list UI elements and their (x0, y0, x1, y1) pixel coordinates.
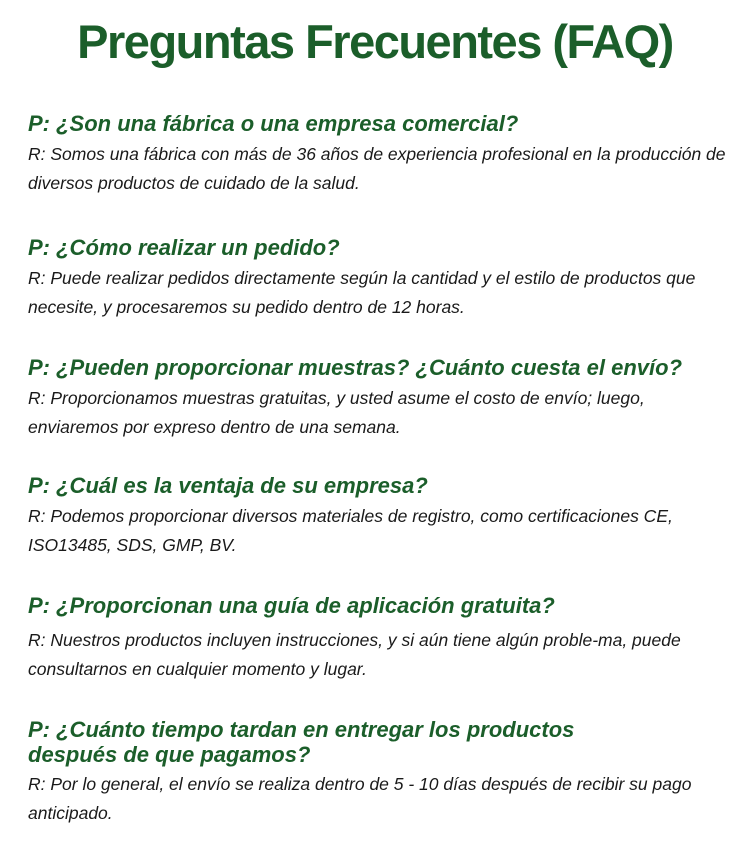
faq-question: P: ¿Pueden proporcionar muestras? ¿Cuánto cuesta el envío? (28, 355, 683, 380)
faq-answer: R: Por lo general, el envío se realiza dentro de 5 - 10 días después de recibir su pago anticipado. (28, 774, 692, 823)
faq-item-5 (28, 592, 748, 684)
faq-answer: R: Puede realizar pedidos directamente según la cantidad y el estilo de productos que necesite, y procesaremos su pedido dentro de 12 horas. (28, 268, 696, 317)
faq-answer: R: Somos una fábrica con más de 36 años de experiencia profesional en la producción de diversos productos de cuidado de la salud. (28, 144, 726, 193)
faq-answer: R: Nuestros productos incluyen instrucciones, y si aún tiene algún proble-ma, puede consultarnos en cualquier momento y lugar. (28, 630, 681, 679)
faq-question: P: ¿Cómo realizar un pedido? (28, 235, 340, 260)
faq-question: P: ¿Proporcionan una guía de aplicación gratuita? (28, 593, 555, 618)
faq-item-6 (28, 717, 748, 828)
faq-question: P: ¿Cuál es la ventaja de su empresa? (28, 473, 428, 498)
faq-item-3 (28, 354, 748, 442)
faq-question: P: ¿Cuánto tiempo tardan en entregar los productos después de que pagamos? (28, 717, 575, 767)
faq-item-4 (28, 472, 748, 560)
faq-answer: R: Proporcionamos muestras gratuitas, y usted asume el costo de envío; luego, enviaremos por expreso dentro de una semana. (28, 388, 645, 437)
page-title: Preguntas Frecuentes (FAQ) (77, 15, 673, 68)
faq-item-2 (28, 234, 748, 322)
faq-answer: R: Podemos proporcionar diversos materiales de registro, como certificaciones CE, ISO13485, SDS, GMP, BV. (28, 506, 673, 555)
faq-item-1 (28, 110, 748, 198)
faq-question: P: ¿Son una fábrica o una empresa comercial? (28, 111, 519, 136)
